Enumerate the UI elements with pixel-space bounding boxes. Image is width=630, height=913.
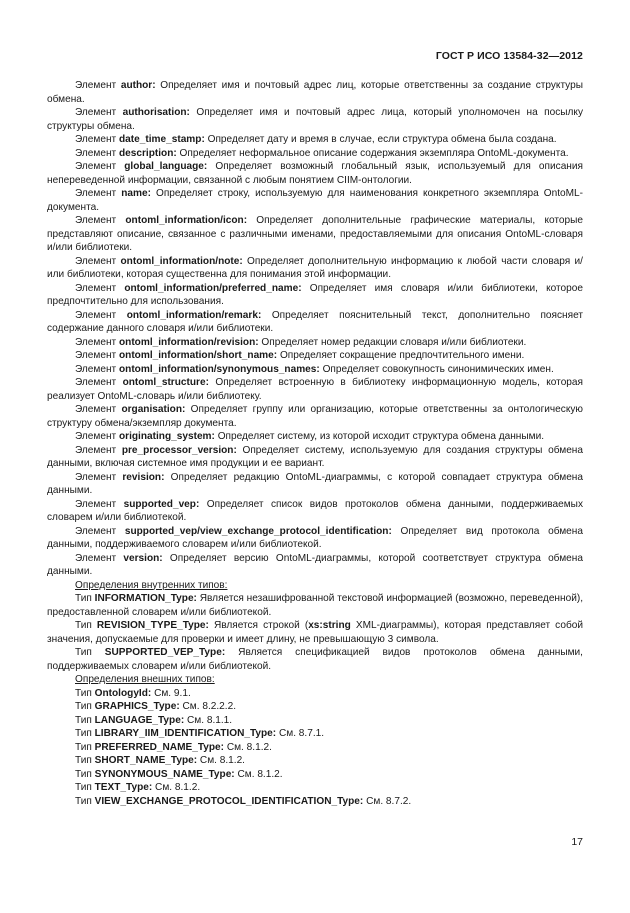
element-term: ontoml_information/synonymous_names: xyxy=(118,363,320,375)
internal-types-heading: Определения внутренних типов: xyxy=(75,579,228,591)
element-term: ontoml_structure: xyxy=(122,377,209,388)
element-term: ontoml_information/remark: xyxy=(126,309,262,321)
element-term: originating_system: xyxy=(118,431,215,442)
element-definition-synonymous-names: Элемент ontoml_information/synonymous_names: Определяет совокупность синонимических имен. xyxy=(75,363,554,375)
element-term: supported_vep/view_exchange_protocol_identification: xyxy=(124,525,392,537)
element-definition-revision-info: Элемент ontoml_information/revision: Определяет номер редакции словаря и/или библиотеки. xyxy=(75,336,527,348)
type-reference-view-exchange-protocol: Тип VIEW_EXCHANGE_PROTOCOL_IDENTIFICATION_Type: См. 8.7.2. xyxy=(75,795,412,807)
type-term-inline: xs:string xyxy=(308,620,351,631)
page-number: 17 xyxy=(571,836,583,848)
standard-header: ГОСТ Р ИСО 13584-32—2012 xyxy=(435,50,583,62)
element-definition-version: Элемент version: Определяет версию OntoML-диаграммы, которой соответствует структура обмена данными. xyxy=(47,552,583,577)
type-term: GRAPHICS_Type: xyxy=(94,701,180,712)
type-definition-information: Тип INFORMATION_Type: Является незашифрованной текстовой информацией (возможно, переведенной), предоставленной словарем и/или библиотекой. xyxy=(47,593,583,618)
type-definition-supported-vep: Тип SUPPORTED_VEP_Type: Является спецификацией видов протоколов обмена данными, поддерживаемых словарем и/или библиотекой. xyxy=(47,647,583,672)
element-term: version: xyxy=(123,552,163,564)
type-definition-revision-type: Тип REVISION_TYPE_Type: Является строкой (xs:string XML-диаграммы), которая представляет собой значения, допускаемые для проверки и имеет длину, не превышающую 3 символа. xyxy=(47,620,583,645)
element-term: ontoml_information/revision: xyxy=(118,336,259,348)
element-definition-organisation: Элемент organisation: Определяет группу или организацию, которые ответственны за онтологическую структуру обмена/экземпляр документа. xyxy=(47,404,583,429)
element-definition-author: Элемент author: Определяет имя и почтовый адрес лиц, которые ответственны за создание структуры обмена. xyxy=(47,80,583,105)
element-definition-description: Элемент description: Определяет неформальное описание содержания экземпляра OntoML-документа. xyxy=(75,147,569,159)
external-types-heading: Определения внешних типов: xyxy=(75,674,215,685)
element-term: date_time_stamp: xyxy=(118,134,205,145)
element-term: global_language: xyxy=(124,161,208,172)
element-term: ontoml_information/note: xyxy=(120,255,243,267)
element-term: name: xyxy=(121,188,151,199)
type-reference-language: Тип LANGUAGE_Type: См. 8.1.1. xyxy=(75,714,233,726)
element-definition-view-exchange-protocol: Элемент supported_vep/view_exchange_protocol_identification: Определяет вид протокола обмена данными, поддерживаемого словарем и/или библиотекой. xyxy=(47,525,583,550)
element-definition-date-time-stamp: Элемент date_time_stamp: Определяет дату и время в случае, если структура обмена была создана. xyxy=(75,134,557,145)
element-term: ontoml_information/preferred_name: xyxy=(124,282,302,294)
element-term: supported_vep: xyxy=(123,498,200,510)
element-definition-remark: Элемент ontoml_information/remark: Определяет пояснительный текст, дополнительно поясняет содержание данного словаря и/или библиотеки. xyxy=(47,309,583,334)
element-definition-name: Элемент name: Определяет строку, используемую для наименования конкретного экземпляра OntoML-документа. xyxy=(47,188,583,213)
type-term: LANGUAGE_Type: xyxy=(94,714,185,726)
element-term: pre_processor_version: xyxy=(121,444,237,456)
element-term: description: xyxy=(118,147,177,159)
type-reference-short-name: Тип SHORT_NAME_Type: См. 8.1.2. xyxy=(75,755,245,766)
type-term: LIBRARY_IIM_IDENTIFICATION_Type: xyxy=(94,728,277,739)
type-term: TEXT_Type: xyxy=(94,782,153,793)
element-definition-pre-processor-version: Элемент pre_processor_version: Определяет систему, используемую для создания структуры обмена данными, включая системное имя продукции и ее вариант. xyxy=(47,444,583,469)
type-reference-ontology-id: Тип OntologyId: См. 9.1. xyxy=(75,687,191,699)
type-term: SUPPORTED_VEP_Type: xyxy=(104,647,226,658)
type-term: PREFERRED_NAME_Type: xyxy=(94,741,225,753)
type-reference-library-iim: Тип LIBRARY_IIM_IDENTIFICATION_Type: См. 8.7.1. xyxy=(75,728,325,739)
type-reference-text: Тип TEXT_Type: См. 8.1.2. xyxy=(75,782,201,793)
element-definition-revision: Элемент revision: Определяет редакцию OntoML-диаграммы, с которой совпадает структура обмена данными. xyxy=(47,471,583,496)
element-term: author: xyxy=(120,80,156,91)
type-term: OntologyId: xyxy=(94,687,152,699)
type-reference-synonymous-name: Тип SYNONYMOUS_NAME_Type: См. 8.1.2. xyxy=(75,768,283,780)
type-term: SHORT_NAME_Type: xyxy=(94,755,198,766)
type-term: REVISION_TYPE_Type: xyxy=(96,620,209,631)
element-term: revision: xyxy=(122,471,165,483)
type-term: SYNONYMOUS_NAME_Type: xyxy=(94,768,235,780)
element-definition-ontoml-structure: Элемент ontoml_structure: Определяет встроенную в библиотеку информационную модель, которая реализует OntoML-словарь и/или библиотеку. xyxy=(47,377,583,402)
element-definition-supported-vep: Элемент supported_vep: Определяет список видов протоколов обмена данными, поддерживаемых словарем и/или библиотекой. xyxy=(47,498,583,523)
element-term: ontoml_information/icon: xyxy=(125,215,248,226)
element-term: ontoml_information/short_name: xyxy=(118,350,278,361)
element-term: authorisation: xyxy=(122,107,190,118)
element-term: organisation: xyxy=(121,404,186,415)
element-definition-global-language: Элемент global_language: Определяет возможный глобальный язык, используемый для описания непереведенной информации, связанной с любым понятием CIIM-онтологии. xyxy=(47,161,583,186)
element-definition-preferred-name: Элемент ontoml_information/preferred_name: Определяет имя словаря и/или библиотеки, которое предпочтительно для использования. xyxy=(47,282,583,307)
element-definition-short-name: Элемент ontoml_information/short_name: Определяет сокращение предпочтительного имени. xyxy=(75,350,525,361)
document-body xyxy=(47,79,583,808)
element-definition-authorisation: Элемент authorisation: Определяет имя и почтовый адрес лица, который уполномочен на посылку структуры обмена. xyxy=(47,107,583,132)
element-definition-note: Элемент ontoml_information/note: Определяет дополнительную информацию к любой части словаря и/или библиотеки, которая существенна для понимания этой информации. xyxy=(47,255,583,280)
type-term: INFORMATION_Type: xyxy=(94,593,197,604)
type-reference-graphics: Тип GRAPHICS_Type: См. 8.2.2.2. xyxy=(75,701,237,712)
element-definition-originating-system: Элемент originating_system: Определяет систему, из которой исходит структура обмена данными. xyxy=(75,431,545,442)
type-term: VIEW_EXCHANGE_PROTOCOL_IDENTIFICATION_Type: xyxy=(94,795,364,807)
element-definition-icon: Элемент ontoml_information/icon: Определяет дополнительные графические материалы, которые представляют описание, связанное с различными именами, предоставляемыми для описания OntoML-словаря и/или библиотеки. xyxy=(47,215,583,253)
type-reference-preferred-name: Тип PREFERRED_NAME_Type: См. 8.1.2. xyxy=(75,741,272,753)
